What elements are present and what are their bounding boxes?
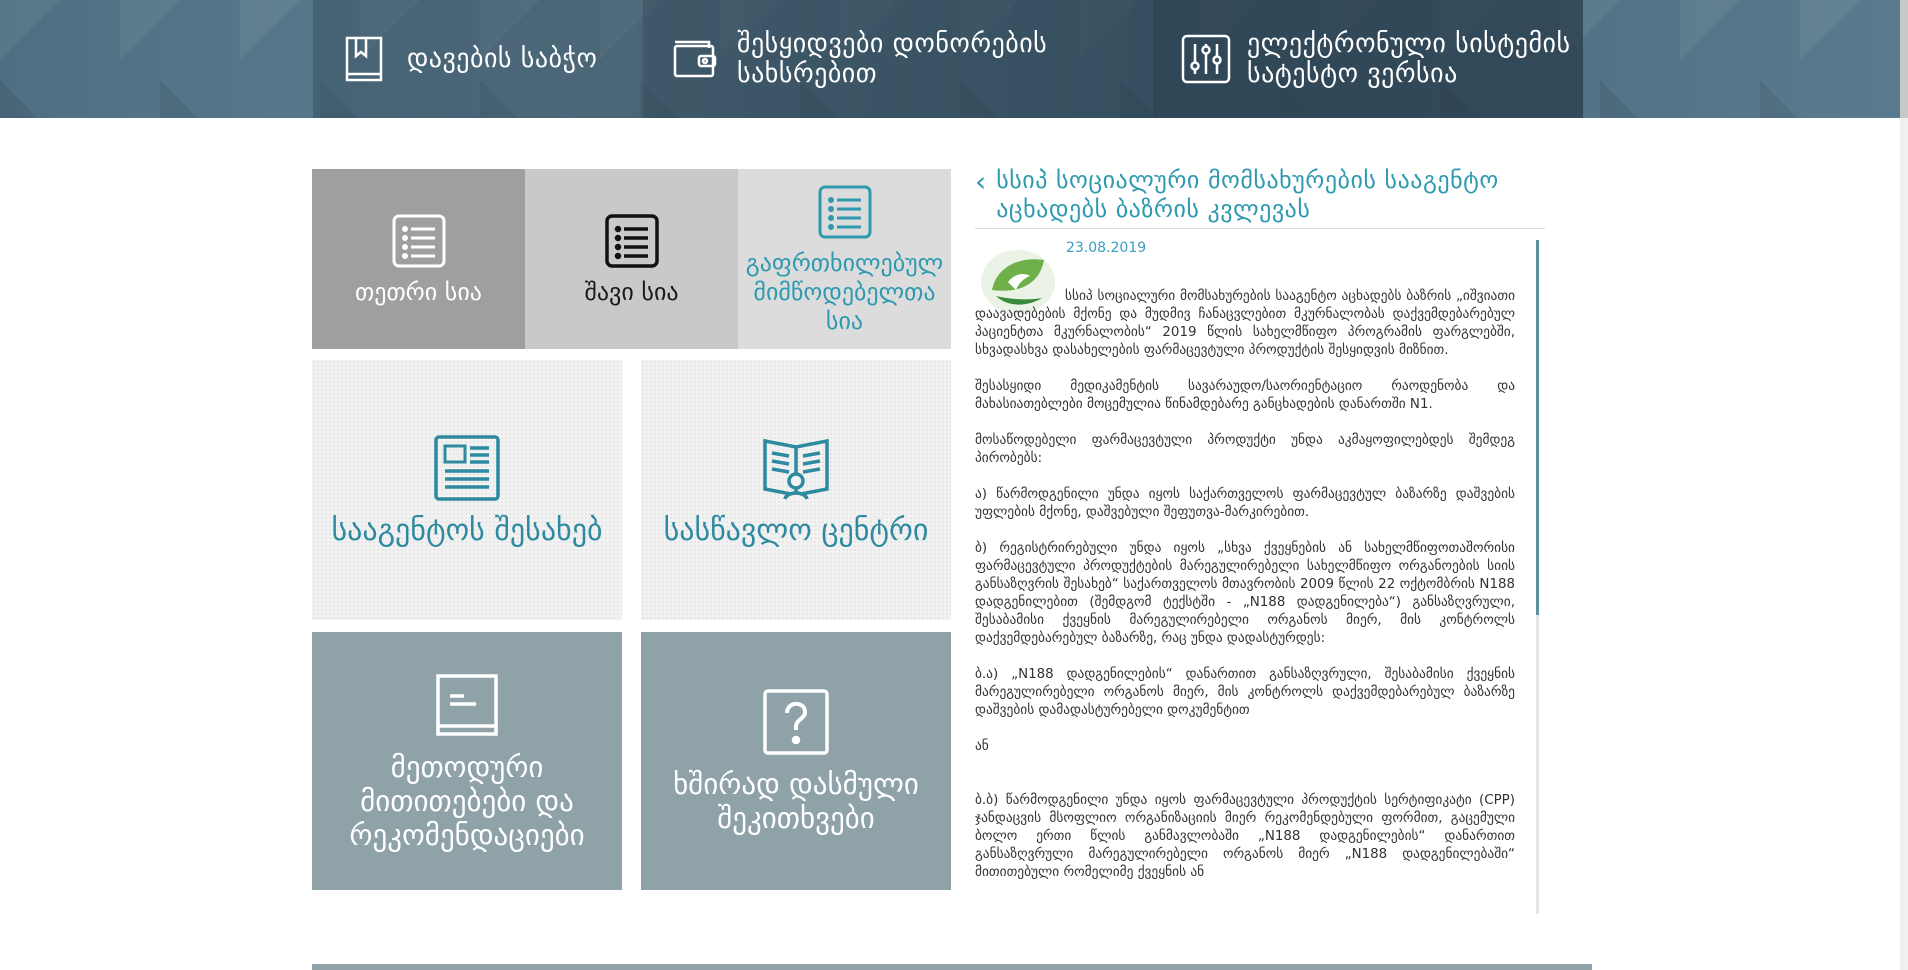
news-paragraph: ბ.ა) „N188 დადგენილების“ დანართით განსაზღვრული, შესაბამისი ქვეყნის მარეგულირებელი ორგანოს მიერ, მის კონტროლს დაქვემდებარებულ ბაზარზე დაშვების დამადასტურებელი დოკუმენტით (975, 667, 1515, 718)
news-date: 23.08.2019 (1066, 240, 1147, 256)
news-header (975, 166, 1545, 229)
about-agency-tile[interactable] (312, 360, 622, 620)
methodical-guidelines-tile[interactable] (312, 632, 622, 890)
warned-suppliers-list-tile[interactable] (738, 169, 951, 349)
news-body (975, 288, 1515, 914)
chevron-left-icon[interactable]: ‹ (975, 165, 987, 198)
white-list-tile[interactable] (312, 169, 525, 349)
header-nav (313, 0, 1583, 118)
header-tile-label: შესყიდვები დონორების სახსრებით (737, 29, 1048, 89)
news-paragraph: ა) წარმოდგენილი უნდა იყოს საქართველოს ფარმაცევტულ ბაზარზე დაშვების უფლების მქონე, დაშვებული შეფუთვა-მარკირებით. (975, 487, 1515, 520)
training-center-tile[interactable] (641, 360, 951, 620)
news-scrollbar[interactable] (1536, 240, 1539, 914)
white-list-label: თეთრი სია (355, 277, 482, 306)
faq-tile[interactable] (641, 632, 951, 890)
header-banner (0, 0, 1900, 118)
header-tile-label: ელექტრონული სისტემის სატესტო ვერსია (1247, 29, 1571, 89)
training-center-label: სასწავლო ცენტრი (663, 512, 929, 548)
list-icon (603, 212, 661, 270)
black-list-tile[interactable] (525, 169, 738, 349)
footer-divider (312, 964, 1592, 970)
news-paragraph: მოსაწოდებელი ფარმაცევტული პროდუქტი უნდა აკმაყოფილებდეს შემდეგ პირობებს: (975, 433, 1515, 466)
page-scrollbar[interactable] (1900, 0, 1908, 970)
black-list-label: შავი სია (584, 277, 679, 306)
header-tile-label: დავების საბჭო (407, 44, 598, 74)
news-paragraph: სსიპ სოციალური მომსახურების სააგენტო აცხადებს ბაზრის „იშვიათი დაავადებების მქონე და მუდმივ ჩანაცვლებით მკურნალობას დაქვემდებარებულ პაციენტთა მკურნალობის“ 2019 წლის სახელმწიფო პროგრამის ფარგლებში, სხვადასხვა დასახელების ფარმაცევტული პროდუქტის შესყიდვის მიზნით. (975, 289, 1515, 358)
faq-label: ხშირად დასმული შეკითხვები (673, 767, 919, 835)
news-paragraph: ბ) რეგისტრირებული უნდა იყოს „სხვა ქვეყნების ან სახელმწიფოთაშორისი ფარმაცევტული პროდუქტების მარეგულირებელი სახელმწიფო ორგანოების სიის განსაზღვრის შესახებ“ საქართველოს მთავრობის 2009 წლის 22 ოქტომბრის N188 დადგენილებით (შემდგომ ტექსტში - „N188 დადგენილება“) განსაზღვრული, შესაბამისი ქვეყნის მარეგულირებელი ორგანოს მიერ, მის კონტროლს დაქვემდებარებულ ბაზარზე, რაც უნდა დადასტურდეს: (975, 541, 1515, 646)
news-title[interactable]: სსიპ სოციალური მომსახურების სააგენტო აცხადებს ბაზრის კვლევას (996, 166, 1499, 223)
header-tile-disputes-board[interactable] (313, 0, 643, 118)
news-paragraph: ან (975, 739, 989, 754)
list-icon (390, 212, 448, 270)
news-scrollbar-thumb[interactable] (1536, 240, 1539, 615)
page-scrollbar-thumb[interactable] (1900, 0, 1908, 118)
methodical-guidelines-label: მეთოდური მითითებები და რეკომენდაციები (349, 750, 585, 852)
news-paragraph: ბ.ბ) წარმოდგენილი უნდა იყოს ფარმაცევტული პროდუქტის სერტიფიკატი (CPP) ჯანდაცვის მსოფლიო ორგანიზაციის მიერ რეკომენდებული ფორმით, გაცემული ბოლო ერთი წლის განმავლობაში „N188 დადგენილების“ დანართით განსაზღვრული მარეგულირებელი ორგანოს მიერ „N188 დადგენილებაში“ მითითებული რომელიმე ქვეყნის ან (975, 793, 1515, 880)
list-icon (816, 183, 874, 241)
warned-suppliers-list-label: გაფრთხილებულ მიმწოდებელთა სია (745, 248, 944, 335)
header-tile-donor-procurement[interactable] (643, 0, 1153, 118)
header-tile-test-version[interactable] (1153, 0, 1583, 118)
reader-book-icon (761, 433, 831, 503)
question-icon (761, 687, 831, 757)
about-agency-label: სააგენტოს შესახებ (331, 512, 603, 548)
book-icon (339, 32, 393, 86)
news-paragraph: შესასყიდი მედიკამენტის სავარაუდო/საორიენტაციო რაოდენობა და მახასიათებლები მოცემულია წინამდებარე განცხადების დანართში N1. (975, 379, 1515, 412)
sliders-icon (1179, 32, 1233, 86)
manual-book-icon (432, 670, 502, 740)
newspaper-icon (432, 433, 502, 503)
wallet-icon (669, 32, 723, 86)
